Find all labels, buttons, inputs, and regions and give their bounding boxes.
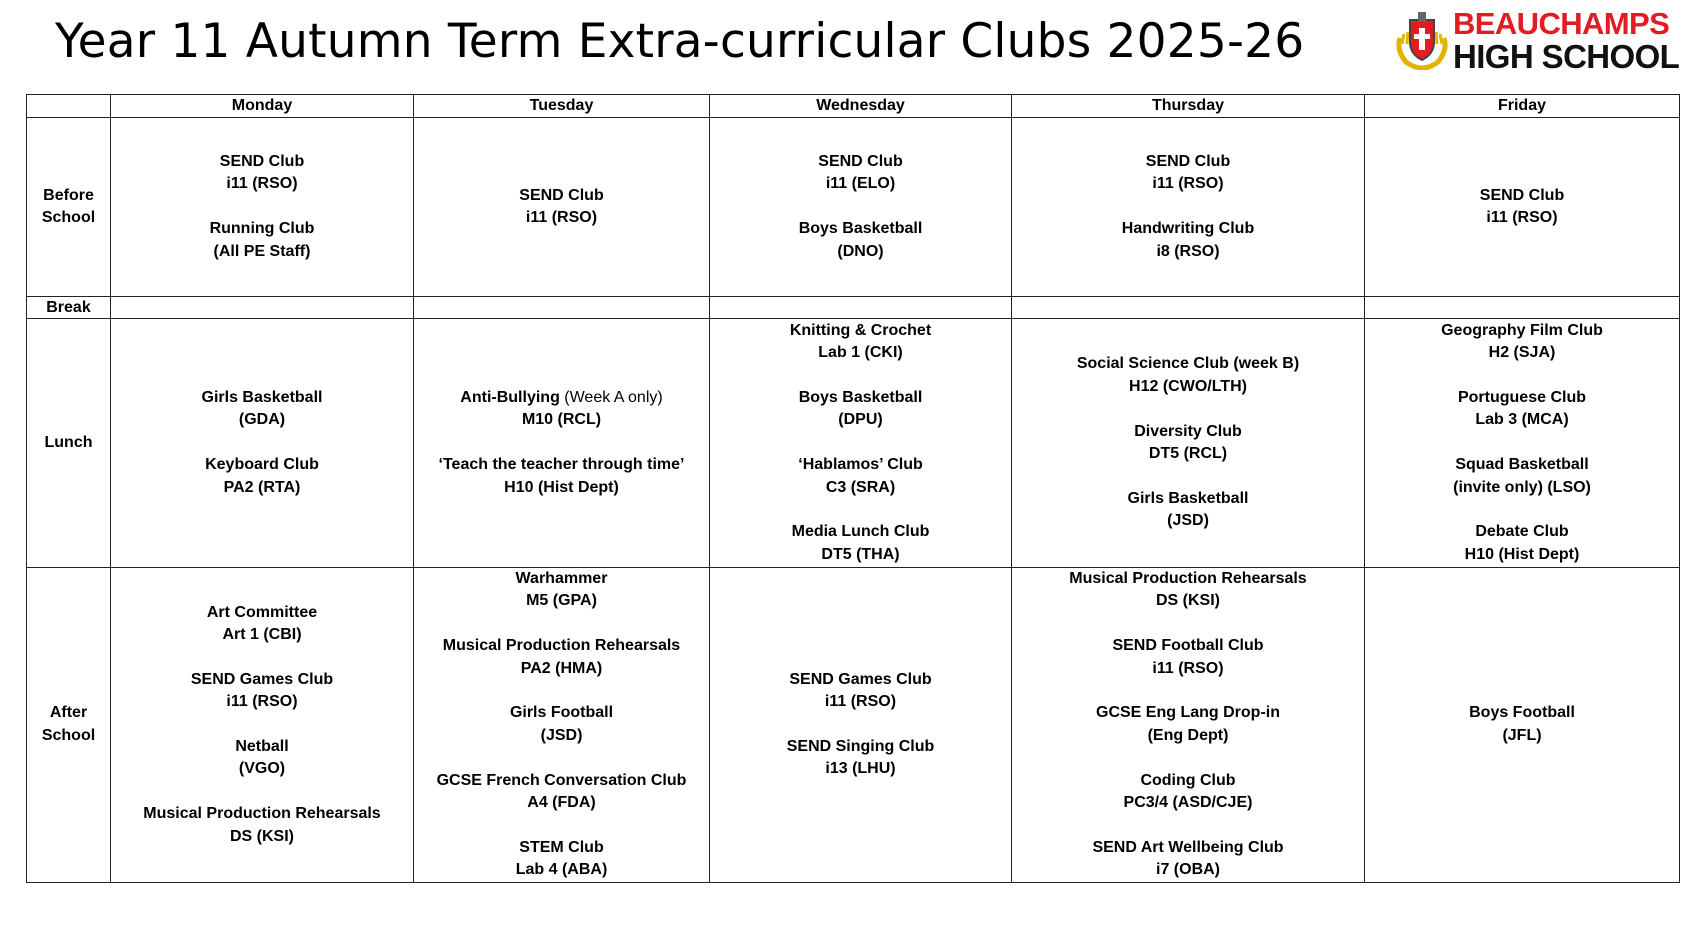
- club-name: Girls Football: [509, 704, 614, 722]
- logo-text-line2: HIGH SCHOOL: [1453, 38, 1680, 75]
- slot-label-line: After: [49, 704, 88, 722]
- club-entry: [710, 387, 1011, 432]
- slot-label: [27, 568, 111, 883]
- club-entry: [414, 702, 709, 747]
- club-location: i11 (RSO): [1152, 175, 1224, 193]
- club-location: i7 (OBA): [1156, 861, 1220, 879]
- entry-spacer: [1012, 747, 1364, 769]
- club-location: (JSD): [540, 726, 583, 744]
- club-entry: [111, 218, 413, 263]
- club-cell: [1365, 319, 1680, 568]
- club-cell: [710, 568, 1012, 883]
- club-entry: [111, 387, 413, 432]
- empty-cell: [710, 297, 1012, 319]
- club-cell: [111, 568, 414, 883]
- header-row: [27, 95, 1680, 118]
- club-entry: [1012, 353, 1364, 398]
- row-after-school: [27, 568, 1680, 883]
- club-name: Netball: [235, 738, 289, 755]
- entry-spacer: [414, 432, 709, 454]
- club-name: Keyboard Club: [205, 456, 319, 474]
- club-entry: [111, 803, 413, 848]
- club-location: PC3/4 (ASD/CJE): [1123, 794, 1253, 812]
- club-name: Musical Production Rehearsals: [143, 805, 381, 823]
- club-cell: [1012, 319, 1365, 568]
- club-name: ‘Hablamos’ Club: [798, 456, 923, 474]
- club-entry: [1365, 702, 1679, 747]
- club-entry: [1012, 151, 1364, 196]
- club-location: M5 (GPA): [526, 592, 597, 610]
- empty-cell: [414, 297, 710, 319]
- club-name: ‘Teach the teacher through time’: [438, 456, 685, 474]
- club-name: SEND Games Club: [190, 670, 334, 688]
- club-name: Warhammer: [515, 570, 608, 587]
- logo-text-line1: BEAUCHAMPS: [1453, 6, 1670, 41]
- club-entry: [1012, 635, 1364, 680]
- club-location: DS (KSI): [230, 827, 294, 845]
- club-name: Media Lunch Club: [791, 523, 930, 541]
- entry-spacer: [1012, 613, 1364, 635]
- club-location: i13 (LHU): [825, 760, 896, 778]
- club-entry: [414, 635, 709, 680]
- entry-spacer: [111, 781, 413, 803]
- club-location: Lab 4 (ABA): [515, 861, 608, 879]
- club-name: Social Science Club (week B): [1076, 355, 1300, 373]
- club-location: H10 (Hist Dept): [1464, 545, 1580, 563]
- club-location: H12 (CWO/LTH): [1129, 377, 1247, 395]
- club-location: DT5 (RCL): [1148, 445, 1228, 462]
- club-entry: [1012, 421, 1364, 466]
- club-entry: [1012, 770, 1364, 815]
- club-location: H2 (SJA): [1488, 344, 1556, 362]
- club-location: Art 1 (CBI): [222, 626, 302, 643]
- day-header: Monday: [111, 95, 414, 118]
- club-name: Musical Production Rehearsals: [442, 637, 681, 655]
- corner-cell: [27, 95, 111, 118]
- club-cell: [1365, 118, 1680, 297]
- club-name: SEND Singing Club: [786, 738, 935, 755]
- club-location: i11 (RSO): [226, 175, 298, 193]
- club-name: Girls Basketball: [201, 388, 323, 406]
- club-cell: [111, 118, 414, 297]
- entry-spacer: [111, 646, 413, 668]
- club-location: i11 (RSO): [824, 693, 897, 711]
- club-name: GCSE Eng Lang Drop-in: [1096, 704, 1280, 722]
- club-entry: [710, 521, 1011, 566]
- club-name: Boys Basketball: [798, 220, 923, 238]
- day-header: Wednesday: [710, 95, 1012, 118]
- club-entry: [710, 151, 1011, 196]
- entry-spacer: [1012, 814, 1364, 836]
- club-entry: [710, 320, 1011, 365]
- club-name: SEND Games Club: [789, 670, 932, 688]
- club-entry: [710, 669, 1011, 714]
- club-location: i11 (ELO): [825, 175, 896, 193]
- club-location: i8 (RSO): [1156, 242, 1220, 260]
- entry-spacer: [111, 196, 413, 218]
- club-entry: [1012, 837, 1364, 882]
- club-entry: [1012, 568, 1364, 613]
- club-name: Anti-Bullying (Week A only): [460, 388, 663, 406]
- club-location: (DNO): [837, 242, 884, 260]
- club-entry: [414, 837, 709, 882]
- entry-spacer: [1012, 398, 1364, 420]
- club-entry: [414, 454, 709, 499]
- club-entry: [414, 387, 709, 432]
- club-name: Handwriting Club: [1121, 220, 1255, 238]
- club-location: M10 (RCL): [521, 411, 602, 429]
- club-name: Art Committee: [206, 603, 318, 621]
- club-cell: [414, 118, 710, 297]
- club-location: DS (KSI): [1156, 592, 1220, 610]
- club-name: GCSE French Conversation Club: [436, 771, 687, 789]
- club-location: PA2 (HMA): [520, 659, 603, 677]
- school-crest-icon: [1392, 8, 1452, 70]
- club-name: Running Club: [209, 220, 315, 238]
- club-entry: [1365, 387, 1679, 432]
- club-location: (All PE Staff): [213, 242, 311, 260]
- entry-spacer: [710, 714, 1011, 736]
- club-entry: [414, 770, 709, 815]
- club-entry: [710, 454, 1011, 499]
- club-name: SEND Club: [1479, 186, 1565, 204]
- club-name: Coding Club: [1140, 771, 1236, 789]
- entry-spacer: [111, 714, 413, 736]
- page-title: Year 11 Autumn Term Extra-curricular Clubs 2025-26: [55, 14, 1305, 69]
- club-location: i11 (RSO): [226, 693, 298, 711]
- club-location: PA2 (RTA): [223, 478, 301, 496]
- timetable: [26, 94, 1680, 883]
- entry-spacer: [710, 365, 1011, 387]
- club-name: Portuguese Club: [1457, 388, 1586, 406]
- club-location: (GDA): [238, 411, 286, 429]
- club-entry: [111, 454, 413, 499]
- empty-cell: [111, 297, 414, 319]
- club-location: C3 (SRA): [825, 478, 896, 496]
- club-location: (JFL): [1502, 726, 1542, 744]
- slot-label: [27, 118, 111, 297]
- club-entry: [710, 736, 1011, 781]
- day-header: Friday: [1365, 95, 1680, 118]
- slot-label-line: Before: [43, 186, 94, 204]
- slot-label: Lunch: [27, 319, 111, 568]
- club-name: Knitting & Crochet: [789, 321, 932, 339]
- entry-spacer: [1012, 680, 1364, 702]
- club-name: SEND Club: [219, 152, 305, 170]
- club-name: Debate Club: [1475, 523, 1569, 541]
- club-name: Squad Basketball: [1455, 456, 1589, 474]
- row-lunch: [27, 319, 1680, 568]
- club-name: Boys Basketball: [798, 388, 923, 406]
- club-entry: [414, 568, 709, 613]
- club-cell: [710, 118, 1012, 297]
- club-entry: [1365, 454, 1679, 499]
- entry-spacer: [414, 814, 709, 836]
- club-name: SEND Club: [519, 186, 604, 204]
- club-entry: [1365, 185, 1679, 230]
- club-name: SEND Football Club: [1112, 637, 1264, 655]
- slot-label: Break: [27, 297, 111, 319]
- club-entry: [1012, 702, 1364, 747]
- club-cell: [1012, 118, 1365, 297]
- club-location: DT5 (THA): [821, 545, 900, 563]
- club-name: Girls Basketball: [1127, 489, 1249, 507]
- entry-spacer: [1365, 499, 1679, 521]
- club-name: Musical Production Rehearsals: [1069, 570, 1307, 587]
- club-entry: [111, 151, 413, 196]
- empty-cell: [1012, 297, 1365, 319]
- empty-cell: [1365, 297, 1680, 319]
- club-cell: [414, 319, 710, 568]
- entry-spacer: [111, 432, 413, 454]
- club-entry: [1365, 521, 1679, 566]
- club-note: (Week A only): [559, 388, 663, 406]
- row-break: [27, 297, 1680, 319]
- club-name: SEND Club: [818, 152, 903, 170]
- club-location: (DPU): [838, 411, 883, 429]
- entry-spacer: [1012, 465, 1364, 487]
- club-location: A4 (FDA): [527, 794, 596, 812]
- club-location: (JSD): [1167, 512, 1209, 530]
- club-location: i11 (RSO): [1152, 659, 1224, 677]
- club-entry: [1012, 488, 1364, 533]
- club-name: Boys Football: [1469, 704, 1575, 722]
- row-before-school: [27, 118, 1680, 297]
- entry-spacer: [414, 680, 709, 702]
- club-name: SEND Club: [1145, 152, 1231, 170]
- entry-spacer: [710, 499, 1011, 521]
- day-header: Thursday: [1012, 95, 1365, 118]
- club-location: (Eng Dept): [1147, 726, 1229, 744]
- slot-label-line: School: [41, 209, 96, 226]
- club-entry: [1365, 320, 1679, 365]
- entry-spacer: [414, 613, 709, 635]
- club-entry: [414, 185, 709, 230]
- club-location: (invite only) (LSO): [1453, 478, 1591, 496]
- entry-spacer: [1365, 432, 1679, 454]
- club-location: H10 (Hist Dept): [504, 478, 619, 496]
- club-cell: [1365, 568, 1680, 883]
- club-entry: [111, 736, 413, 781]
- club-cell: [414, 568, 710, 883]
- club-name: Diversity Club: [1134, 422, 1242, 440]
- club-location: Lab 1 (CKI): [818, 344, 903, 362]
- club-cell: [1012, 568, 1365, 883]
- entry-spacer: [1012, 196, 1364, 218]
- school-logo: [1392, 4, 1697, 74]
- entry-spacer: [710, 432, 1011, 454]
- entry-spacer: [710, 196, 1011, 218]
- day-header: Tuesday: [414, 95, 710, 118]
- club-entry: [710, 218, 1011, 263]
- club-cell: [111, 319, 414, 568]
- entry-spacer: [414, 747, 709, 769]
- club-entry: [111, 602, 413, 647]
- club-location: Lab 3 (MCA): [1475, 411, 1569, 429]
- club-location: (VGO): [238, 760, 286, 778]
- club-entry: [1012, 218, 1364, 263]
- club-entry: [111, 669, 413, 714]
- entry-spacer: [1365, 365, 1679, 387]
- slot-label-line: School: [41, 726, 96, 744]
- club-location: i11 (RSO): [1486, 209, 1558, 226]
- club-cell: [710, 319, 1012, 568]
- club-name: SEND Art Wellbeing Club: [1092, 838, 1284, 856]
- club-name: STEM Club: [519, 838, 604, 856]
- club-location: i11 (RSO): [525, 209, 598, 226]
- club-name: Geography Film Club: [1441, 321, 1603, 339]
